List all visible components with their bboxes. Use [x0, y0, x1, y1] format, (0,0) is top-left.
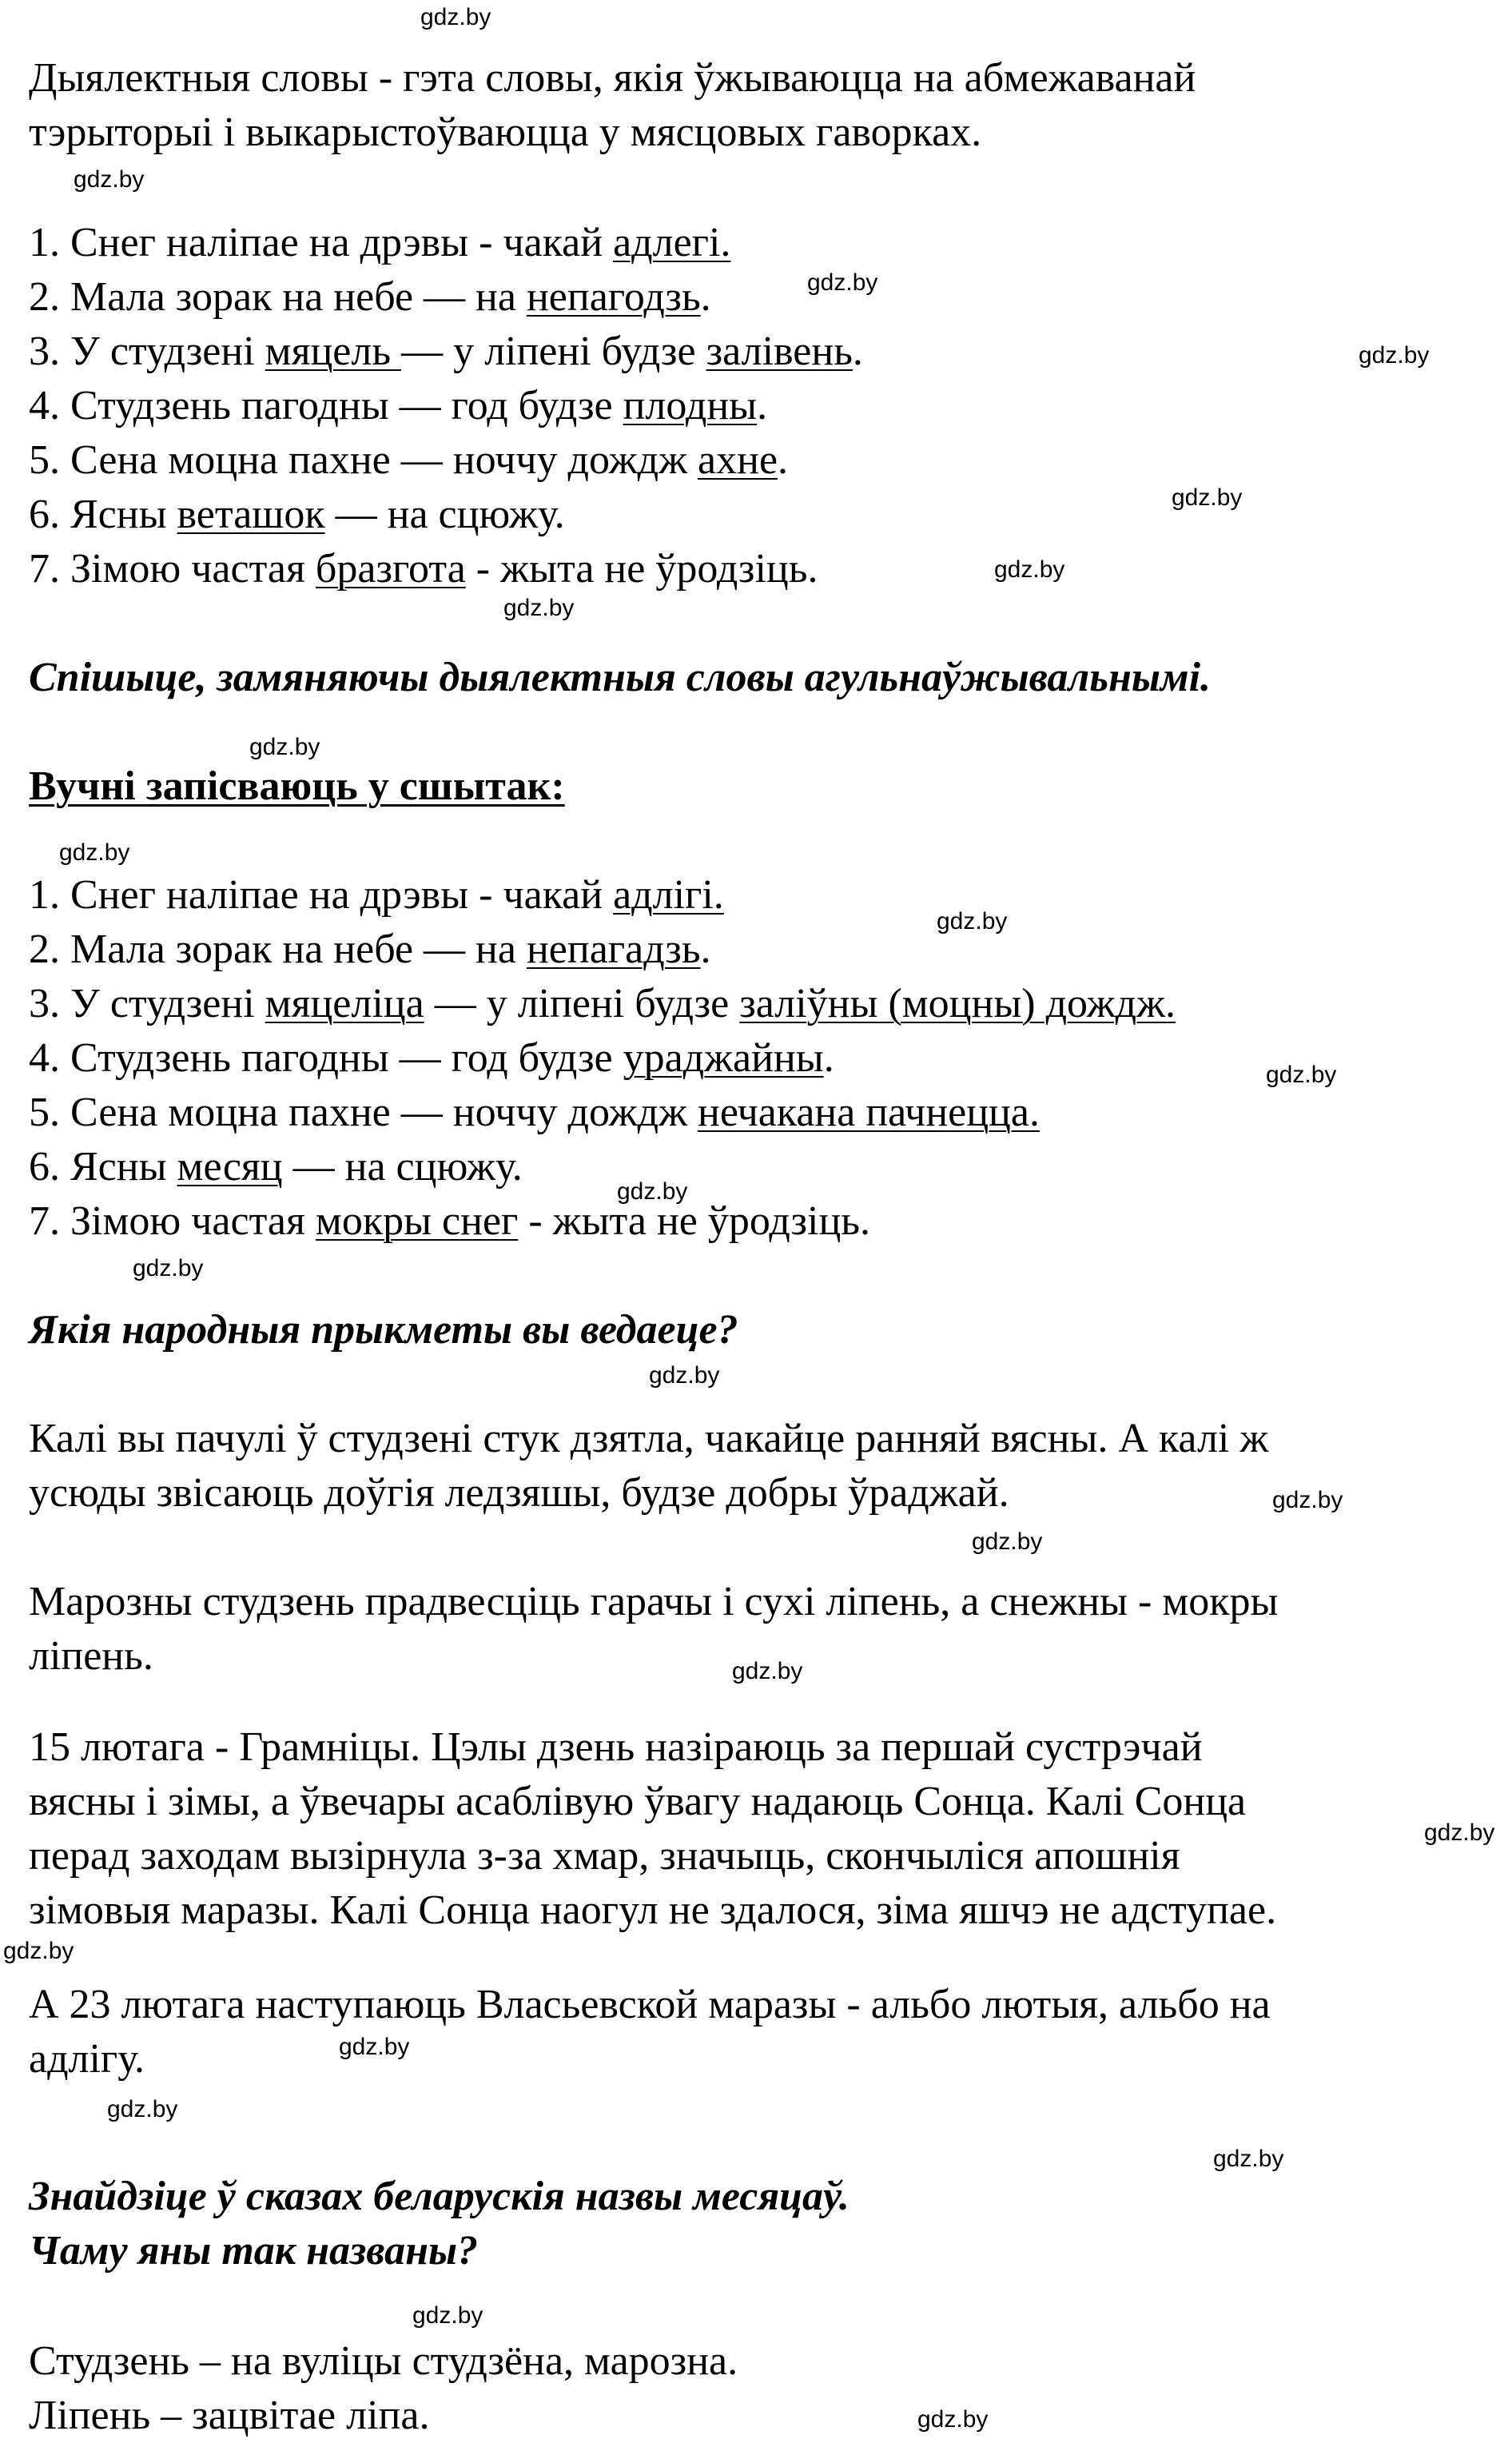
watermark: gdz.by	[917, 2406, 989, 2433]
task-heading-1: Спішыце, замяняючы дыялектныя словы агульнаўжывальнымі.	[29, 655, 1212, 700]
standard-word: непагадзь	[526, 927, 701, 972]
item-text-end: .	[700, 927, 711, 972]
standard-word: нечакана пачнецца.	[698, 1090, 1040, 1135]
paragraph-3-line-3: перад заходам вызірнула з-за хмар, значыць, скончыліся апошнія	[29, 1833, 1180, 1879]
original-item-3	[29, 325, 863, 379]
answer-item-2	[29, 923, 711, 977]
answer-item-1	[29, 868, 724, 923]
standard-word: ураджайны	[623, 1035, 824, 1081]
watermark: gdz.by	[107, 2096, 178, 2122]
dialect-word-2: залівень	[706, 329, 853, 374]
task-heading-2: Якія народныя прыкметы вы ведаеце?	[29, 1307, 738, 1353]
item-text: 4. Студзень пагодны — год будзе	[29, 1035, 623, 1081]
paragraph-4-line-1: А 23 лютага наступаюць Власьевской маразы - альбо лютыя, альбо на	[29, 1982, 1271, 2027]
answer-item-5	[29, 1086, 1040, 1140]
paragraph-2-line-1: Марозны студзень прадвесціць гарачы і сухі ліпень, а снежны - мокры	[29, 1579, 1279, 1624]
item-text: 3. У студзені	[29, 329, 265, 374]
intro-line-2: тэрыторыі і выкарыстоўваюцца у мясцовых гаворках.	[29, 110, 982, 155]
standard-word: адлігі.	[613, 872, 724, 918]
months-line-2: Ліпень – зацвітае ліпа.	[29, 2393, 430, 2438]
item-text: 5. Сена моцна пахне — ноччу дождж	[29, 437, 698, 483]
original-item-4	[29, 379, 767, 433]
item-text-mid: — у ліпені будзе	[401, 329, 706, 374]
original-item-1	[29, 216, 730, 270]
item-text-end: - жыта не ўродзіць.	[465, 546, 818, 592]
answer-item-6	[29, 1140, 523, 1194]
watermark: gdz.by	[1424, 1819, 1495, 1846]
paragraph-1-line-2: усюды звісаюць доўгія ледзяшы, будзе добры ўраджай.	[29, 1470, 1009, 1516]
item-text-end: .	[778, 437, 789, 483]
dialect-word: непагодзь	[526, 274, 701, 320]
item-text: 4. Студзень пагодны — год будзе	[29, 383, 623, 428]
intro-line-1: Дыялектныя словы - гэта словы, якія ўжываюцца на абмежаванай	[29, 55, 1196, 101]
watermark: gdz.by	[420, 4, 491, 30]
watermark: gdz.by	[937, 908, 1008, 935]
watermark: gdz.by	[412, 2302, 483, 2329]
item-text-end: .	[852, 329, 863, 374]
item-text-end: .	[700, 274, 711, 320]
standard-word: мокры снег	[315, 1198, 519, 1244]
item-text: 5. Сена моцна пахне — ноччу дождж	[29, 1090, 698, 1135]
watermark: gdz.by	[1266, 1062, 1337, 1088]
standard-word: мяцеліца	[265, 981, 424, 1026]
watermark: gdz.by	[249, 734, 320, 760]
watermark: gdz.by	[1172, 484, 1243, 511]
dialect-word: плодны	[623, 383, 758, 428]
item-text: 6. Ясны	[29, 492, 177, 537]
paragraph-3-line-2: вясны і зімы, а ўвечары асаблівую ўвагу надаюць Сонца. Калі Сонца	[29, 1779, 1247, 1824]
answer-item-4	[29, 1031, 834, 1086]
original-item-6	[29, 488, 565, 542]
task-heading-3-line-2: Чаму яны так названы?	[29, 2228, 479, 2274]
dialect-word: мяцель	[265, 329, 402, 374]
watermark: gdz.by	[3, 1938, 74, 1964]
months-line-1: Студзень – на вуліцы студзёна, марозна.	[29, 2338, 738, 2384]
watermark: gdz.by	[617, 1178, 688, 1205]
item-text: 2. Мала зорак на небе — на	[29, 927, 527, 972]
paragraph-3-line-4: зімовыя маразы. Калі Сонца наогул не здалося, зіма яшчэ не адступае.	[29, 1887, 1277, 1933]
answer-item-3	[29, 977, 1176, 1031]
answer-item-7	[29, 1194, 870, 1249]
original-item-5	[29, 433, 788, 488]
item-text-end: — на сцюжу.	[324, 492, 565, 537]
paragraph-2-line-2: ліпень.	[29, 1633, 153, 1679]
item-text: 1. Снег наліпае на дрэвы - чакай	[29, 872, 614, 918]
item-text-mid: — у ліпені будзе	[424, 981, 740, 1026]
watermark: gdz.by	[1272, 1487, 1343, 1513]
watermark: gdz.by	[503, 595, 575, 621]
watermark: gdz.by	[1359, 342, 1430, 369]
paragraph-1-line-1: Калі вы пачулі ў студзені стук дзятла, чакайце ранняй вясны. А калі ж	[29, 1416, 1269, 1461]
watermark: gdz.by	[1213, 2146, 1284, 2172]
standard-word-2: заліўны (моцны) дождж.	[739, 981, 1176, 1026]
task-heading-3-line-1: Знайдзіце ў сказах беларускія назвы месяцаў.	[29, 2174, 850, 2219]
original-item-2	[29, 270, 711, 325]
item-text-end: — на сцюжу.	[282, 1144, 523, 1190]
dialect-word: ахне	[698, 437, 778, 483]
item-text: 3. У студзені	[29, 981, 265, 1026]
item-text: 2. Мала зорак на небе — на	[29, 274, 527, 320]
item-text-end: .	[823, 1035, 834, 1081]
dialect-word: адлегі.	[613, 220, 731, 265]
item-text: 7. Зімою частая	[29, 1198, 316, 1244]
dialect-word: бразгота	[315, 546, 466, 592]
watermark: gdz.by	[807, 269, 878, 296]
watermark: gdz.by	[732, 1658, 803, 1684]
watermark: gdz.by	[994, 556, 1065, 583]
dialect-word: веташок	[177, 492, 325, 537]
students-heading: Вучні запісваюць у сшытак:	[29, 763, 565, 809]
item-text: 7. Зімою частая	[29, 546, 316, 592]
item-text-end: - жыта не ўродзіць.	[518, 1198, 871, 1244]
paragraph-3-line-1: 15 лютага - Грамніцы. Цэлы дзень назіраюць за першай сустрэчай	[29, 1724, 1203, 1770]
watermark: gdz.by	[972, 1528, 1043, 1555]
paragraph-4-line-2: адлігу.	[29, 2036, 145, 2082]
watermark: gdz.by	[133, 1255, 204, 1281]
watermark: gdz.by	[339, 2034, 410, 2060]
watermark: gdz.by	[649, 1362, 720, 1389]
item-text: 6. Ясны	[29, 1144, 177, 1190]
watermark: gdz.by	[59, 839, 130, 866]
item-text-end: .	[757, 383, 768, 428]
standard-word: месяц	[177, 1144, 283, 1190]
watermark: gdz.by	[74, 166, 145, 193]
original-item-7	[29, 542, 818, 596]
item-text: 1. Снег наліпае на дрэвы - чакай	[29, 220, 614, 265]
